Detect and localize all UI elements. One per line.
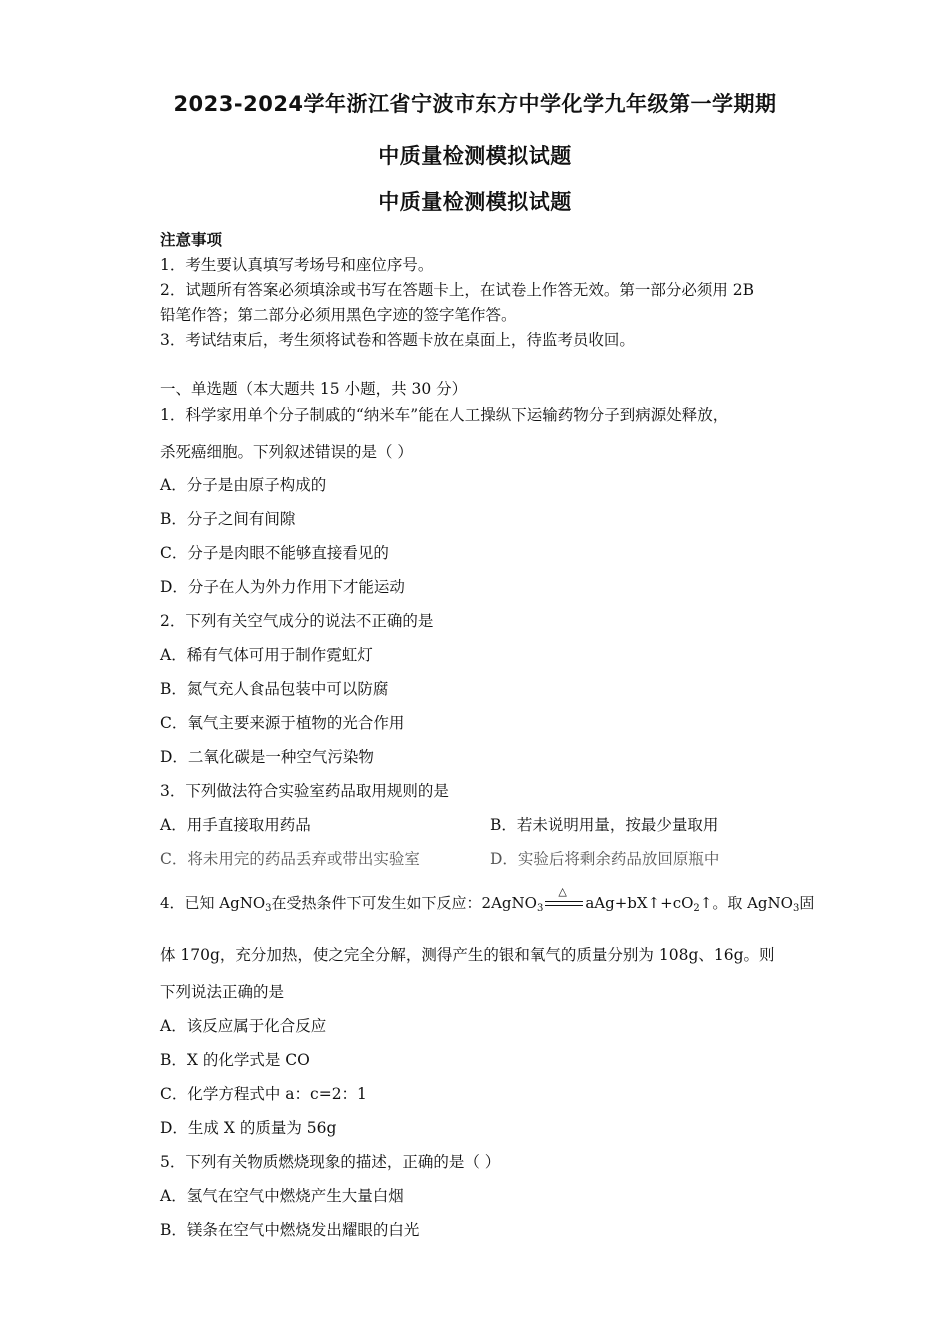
heat-equals-sign [545,885,583,909]
q4-stem-mid3: ↑。取 AgNO [699,894,793,912]
notice-item-2b: 铅笔作答；第二部分必须用黑色字迹的签字笔作答。 [160,306,517,324]
q4-subscript: 2 [693,903,700,914]
q1-option-a: A．分子是由原子构成的 [160,476,327,494]
q4-stem-line-3: 下列说法正确的是 [160,983,285,1001]
q5-stem: 5．下列有关物质燃烧现象的描述，正确的是（ ） [160,1153,501,1171]
q4-stem-end: 固 [799,894,815,912]
q3-option-d: D．实验后将剩余药品放回原瓶中 [490,850,720,868]
q4-stem-line-1 [160,885,815,914]
q4-subscript: 3 [792,903,800,914]
q1-stem-line-1: 1．科学家用单个分子制戚的“纳米车”能在人工操纵下运输药物分子到病源处释放， [160,406,729,424]
q1-option-d: D．分子在人为外力作用下才能运动 [160,578,405,596]
q4-option-b: B．X 的化学式是 CO [160,1051,310,1069]
q2-option-a: A．稀有气体可用于制作霓虹灯 [160,646,373,664]
q3-option-a: A．用手直接取用药品 [160,816,311,834]
q3-option-c: C．将未用完的药品丢弃或带出实验室 [160,850,420,868]
q2-option-b: B．氮气充人食品包装中可以防腐 [160,680,389,698]
title-line-3: 中质量检测模拟试题 [378,190,572,214]
q4-option-d: D．生成 X 的质量为 56g [160,1119,337,1137]
title-line-1: 2023-2024学年浙江省宁波市东方中学化学九年级第一学期期 [173,92,777,116]
notice-item-3: 3．考试结束后，考生须将试卷和答题卡放在桌面上，待监考员收回。 [160,331,635,349]
q2-option-c: C．氧气主要来源于植物的光合作用 [160,714,405,732]
q2-option-d: D．二氧化碳是一种空气污染物 [160,748,374,766]
q3-stem: 3．下列做法符合实验室药品取用规则的是 [160,782,449,800]
q4-subscript: 3 [536,903,544,914]
q5-option-b: B．镁条在空气中燃烧发出耀眼的白光 [160,1221,420,1239]
q1-option-c: C．分子是肉眼不能够直接看见的 [160,544,389,562]
notice-item-2a: 2．试题所有答案必须填涂或书写在答题卡上，在试卷上作答无效。第一部分必须用 2B [160,281,755,299]
q5-option-a: A．氢气在空气中燃烧产生大量白烟 [160,1187,404,1205]
notice-item-1: 1．考生要认真填写考场号和座位序号。 [160,256,434,274]
q4-subscript: 3 [265,903,272,914]
q4-stem-line-2: 体 170g，充分加热，使之完全分解，测得产生的银和氧气的质量分别为 108g、16g。则 [160,946,775,964]
heat-triangle-icon: △ [558,885,567,898]
q4-option-a: A．该反应属于化合反应 [160,1017,327,1035]
q3-option-b: B．若未说明用量，按最少量取用 [490,816,719,834]
q4-stem-mid2: aAg+bX↑+cO [585,894,694,912]
q2-stem: 2．下列有关空气成分的说法不正确的是 [160,612,434,630]
q4-stem-mid1: 在受热条件下可发生如下反应：2AgNO [271,894,537,912]
q1-option-b: B．分子之间有间隙 [160,510,296,528]
q4-stem-pre: 4．已知 AgNO [160,894,266,912]
q1-stem-line-2: 杀死癌细胞。下列叙述错误的是（ ） [160,443,413,461]
section-heading: 一、单选题（本大题共 15 小题，共 30 分） [160,380,468,398]
title-line-2: 中质量检测模拟试题 [378,144,572,168]
q4-option-c: C．化学方程式中 a：c=2：1 [160,1085,367,1103]
notice-heading: 注意事项 [160,230,223,249]
